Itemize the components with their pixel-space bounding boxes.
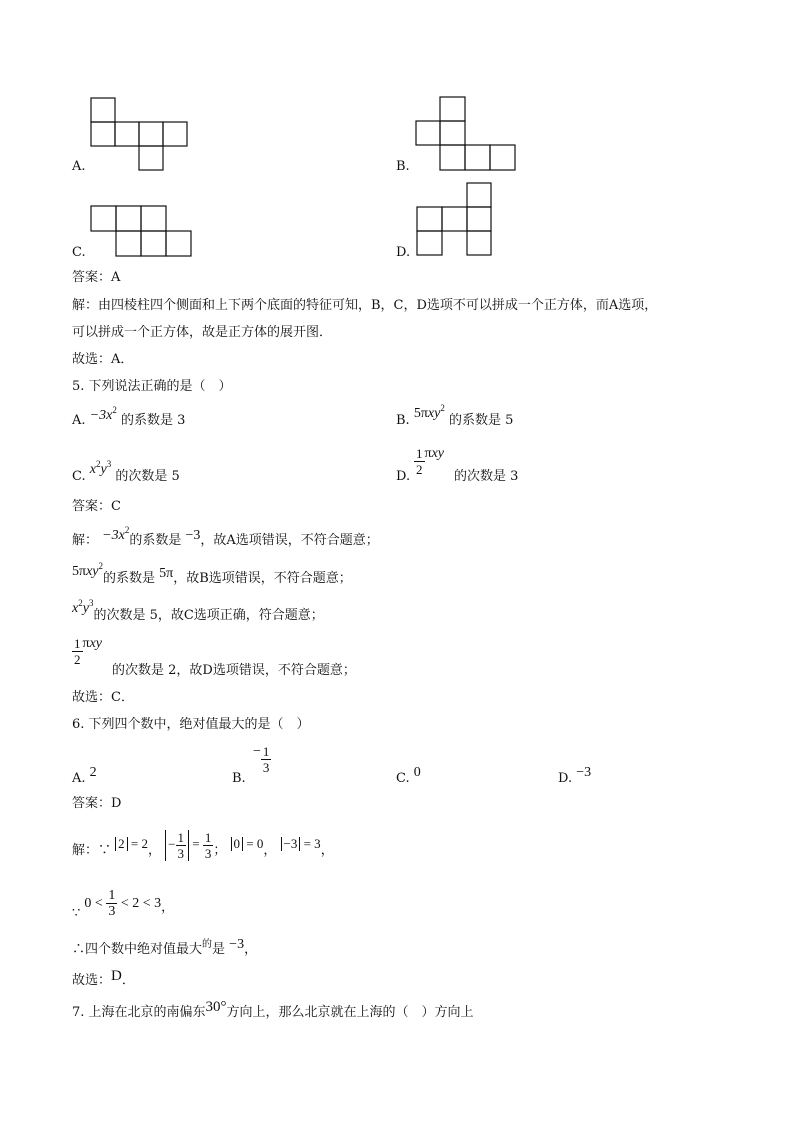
solution-q6-line2: ∵ 0 < $\frac{1}{3}$ < 2 < 3， [72, 888, 175, 921]
q5-option-c-label: C. [72, 469, 86, 484]
solution-q5-line1: 解： $-3x^2$的系数是 −3，故A选项错误，不符合题意； [72, 525, 379, 548]
option-d-label[interactable]: D. [396, 245, 411, 260]
conclusion-q6: 故选：D． [72, 968, 135, 988]
solution-q6-line1: 解：∵ 2 = 2， − $\frac{1}{3}$ = $\frac{1}{3}$ ； 0 = 0， −3 = 3， [72, 829, 334, 861]
solution-q5-line2: 5πxy$^2$的系数是 5π，故B选项错误，不符合题意； [72, 561, 352, 586]
explanation-q4-line2: 可以拼成一个正方体，故是正方体的展开图． [72, 325, 333, 340]
q6-option-d[interactable]: D. −3 [558, 765, 592, 786]
q5-option-b-label: B. [396, 413, 410, 428]
conclusion-q4: 故选：A． [72, 352, 134, 367]
q6-option-a[interactable]: A. 2 [72, 765, 97, 786]
option-b-label[interactable]: B. [396, 159, 410, 174]
q5-option-d[interactable] [396, 468, 410, 486]
option-a-label[interactable]: A. [72, 159, 86, 174]
net-option-c [90, 205, 194, 259]
solution-q5-line4: 的次数是 2，故D选项错误，不符合题意； [112, 663, 356, 678]
solution-q5-line3: $x^2y^3$的次数是 5，故C选项正确，符合题意； [72, 598, 324, 623]
option-c-label[interactable]: C. [72, 245, 86, 260]
question-7-stem: 7. 上海在北京的南偏东30°方向上，那么北京就在上海的（ ）方向上 [72, 999, 474, 1020]
math-expr: 5πxy$^2$ [413, 403, 445, 421]
explanation-q4-line1: 解：由四棱柱四个侧面和上下两个底面的特征可知，B，C，D选项不可以拼成一个正方体，而A选项， [72, 298, 658, 313]
math-expr: $\frac{1}{2}$ πxy [416, 446, 445, 477]
math-expr: $-3x^2$ [89, 405, 117, 423]
net-option-a [90, 97, 192, 173]
q5-option-c[interactable]: C. $x^2y^3$ 的次数是 5 [72, 459, 180, 484]
math-expr: $\frac{1}{2}$ πxy [74, 636, 103, 667]
math-expr: − $\frac{1}{3}$ [253, 744, 270, 775]
answer-q5: 答案：C [72, 499, 121, 514]
q6-option-b-label[interactable]: B. [232, 771, 246, 786]
q5-option-a-label: A. [72, 413, 86, 428]
q5-option-b[interactable]: B. 5πxy$^2$ 的系数是 5 [396, 403, 514, 428]
answer-q4: 答案：A [72, 270, 121, 285]
answer-q6: 答案：D [72, 796, 122, 811]
q5-option-a[interactable]: A. $-3x^2$ 的系数是 3 [72, 405, 186, 428]
question-6-stem: 6. 下列四个数中，绝对值最大的是（ ） [72, 717, 310, 732]
q5-option-d-label: D. [396, 469, 411, 484]
net-option-b [415, 96, 519, 174]
question-5-stem: 5. 下列说法正确的是（ ） [72, 379, 232, 394]
q6-option-c[interactable]: C. 0 [396, 765, 421, 786]
solution-q6-line3: ∴四个数中绝对值最大$^的$是 −3， [72, 937, 258, 957]
conclusion-q5: 故选：C． [72, 690, 134, 705]
math-expr: $x^2y^3$ [89, 459, 112, 477]
net-option-d [416, 182, 496, 258]
